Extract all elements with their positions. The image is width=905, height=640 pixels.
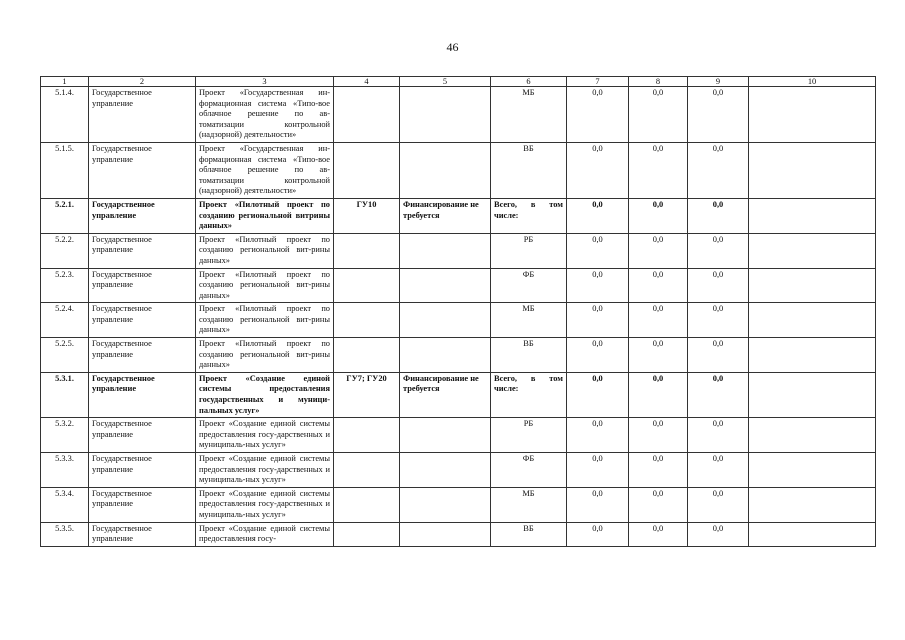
project-name-cell: Проект «Пилотный проект по созданию региональной вит-рины данных» — [196, 303, 334, 338]
funding-source-cell: ВБ — [491, 142, 567, 198]
financing-cell — [400, 268, 491, 303]
value-cell: 0,0 — [688, 487, 749, 522]
financing-cell — [400, 487, 491, 522]
table-row — [41, 338, 876, 373]
value-cell: 0,0 — [567, 338, 629, 373]
value-cell: 0,0 — [688, 268, 749, 303]
funding-source-cell: МБ — [491, 487, 567, 522]
organization-cell: Государственное управление — [89, 338, 196, 373]
column-10-cell — [749, 418, 876, 453]
value-cell: 0,0 — [567, 142, 629, 198]
indicator-code-cell — [334, 233, 400, 268]
value-cell: 0,0 — [567, 87, 629, 143]
value-cell: 0,0 — [688, 198, 749, 233]
project-name-cell: Проект «Государственная ин-формационная система «Типо-вое облачное решение по ав-томатизации контрольной (надзорной) деятельности» — [196, 87, 334, 143]
value-cell: 0,0 — [629, 142, 688, 198]
value-cell: 0,0 — [629, 198, 688, 233]
table-row — [41, 233, 876, 268]
organization-cell: Государственное управление — [89, 522, 196, 546]
value-cell: 0,0 — [629, 418, 688, 453]
table-row — [41, 418, 876, 453]
column-header: 2 — [89, 77, 196, 87]
value-cell: 0,0 — [688, 453, 749, 488]
row-number: 5.2.1. — [41, 198, 89, 233]
financing-cell: Финансирование не требуется — [400, 372, 491, 417]
column-10-cell — [749, 338, 876, 373]
value-cell: 0,0 — [567, 198, 629, 233]
column-10-cell — [749, 142, 876, 198]
value-cell: 0,0 — [567, 487, 629, 522]
row-number: 5.1.4. — [41, 87, 89, 143]
project-name-cell: Проект «Создание единой системы предоставления госу- — [196, 522, 334, 546]
value-cell: 0,0 — [567, 268, 629, 303]
indicator-code-cell — [334, 303, 400, 338]
column-10-cell — [749, 198, 876, 233]
value-cell: 0,0 — [688, 338, 749, 373]
financing-cell — [400, 233, 491, 268]
indicator-code-cell: ГУ7; ГУ20 — [334, 372, 400, 417]
indicator-code-cell — [334, 453, 400, 488]
column-10-cell — [749, 303, 876, 338]
value-cell: 0,0 — [688, 142, 749, 198]
value-cell: 0,0 — [629, 303, 688, 338]
column-header: 6 — [491, 77, 567, 87]
financing-cell — [400, 418, 491, 453]
table-row — [41, 522, 876, 546]
project-name-cell: Проект «Создание единой системы предоставления госу-дарственных и муниципаль-ных услуг» — [196, 418, 334, 453]
row-number: 5.1.5. — [41, 142, 89, 198]
value-cell: 0,0 — [629, 372, 688, 417]
table-row — [41, 87, 876, 143]
value-cell: 0,0 — [688, 522, 749, 546]
indicator-code-cell — [334, 87, 400, 143]
funding-source-cell: Всего, в том числе: — [491, 372, 567, 417]
row-number: 5.3.4. — [41, 487, 89, 522]
table-row — [41, 487, 876, 522]
organization-cell: Государственное управление — [89, 87, 196, 143]
row-number: 5.2.5. — [41, 338, 89, 373]
column-header: 10 — [749, 77, 876, 87]
financing-cell: Финансирование не требуется — [400, 198, 491, 233]
column-header: 9 — [688, 77, 749, 87]
funding-source-cell: РБ — [491, 418, 567, 453]
project-name-cell: Проект «Пилотный проект по созданию региональной вит-рины данных» — [196, 268, 334, 303]
value-cell: 0,0 — [629, 453, 688, 488]
financing-cell — [400, 87, 491, 143]
row-number: 5.3.5. — [41, 522, 89, 546]
table-row — [41, 303, 876, 338]
organization-cell: Государственное управление — [89, 372, 196, 417]
value-cell: 0,0 — [567, 522, 629, 546]
table-row — [41, 453, 876, 488]
value-cell: 0,0 — [567, 372, 629, 417]
value-cell: 0,0 — [629, 522, 688, 546]
project-name-cell: Проект «Создание единой системы предоставления государственных и муници-пальных услуг» — [196, 372, 334, 417]
value-cell: 0,0 — [688, 372, 749, 417]
funding-source-cell: ФБ — [491, 453, 567, 488]
indicator-code-cell — [334, 522, 400, 546]
organization-cell: Государственное управление — [89, 142, 196, 198]
column-header: 7 — [567, 77, 629, 87]
row-number: 5.3.2. — [41, 418, 89, 453]
funding-source-cell: МБ — [491, 303, 567, 338]
column-10-cell — [749, 487, 876, 522]
row-number: 5.2.4. — [41, 303, 89, 338]
funding-source-cell: Всего, в том числе: — [491, 198, 567, 233]
value-cell: 0,0 — [688, 303, 749, 338]
value-cell: 0,0 — [629, 487, 688, 522]
funding-source-cell: ВБ — [491, 522, 567, 546]
indicator-code-cell — [334, 268, 400, 303]
value-cell: 0,0 — [629, 268, 688, 303]
table-row — [41, 372, 876, 417]
indicator-code-cell — [334, 487, 400, 522]
value-cell: 0,0 — [688, 418, 749, 453]
funding-source-cell: РБ — [491, 233, 567, 268]
funding-source-cell: ВБ — [491, 338, 567, 373]
column-header: 3 — [196, 77, 334, 87]
financing-cell — [400, 303, 491, 338]
value-cell: 0,0 — [629, 87, 688, 143]
project-name-cell: Проект «Государственная ин-формационная система «Типо-вое облачное решение по ав-томатизации контрольной (надзорной) деятельности» — [196, 142, 334, 198]
column-header: 5 — [400, 77, 491, 87]
financing-cell — [400, 522, 491, 546]
indicator-code-cell — [334, 142, 400, 198]
table-row — [41, 198, 876, 233]
plan-table — [40, 76, 876, 547]
organization-cell: Государственное управление — [89, 418, 196, 453]
organization-cell: Государственное управление — [89, 303, 196, 338]
column-header: 4 — [334, 77, 400, 87]
column-10-cell — [749, 372, 876, 417]
value-cell: 0,0 — [629, 338, 688, 373]
column-header: 8 — [629, 77, 688, 87]
indicator-code-cell — [334, 418, 400, 453]
column-header: 1 — [41, 77, 89, 87]
value-cell: 0,0 — [567, 418, 629, 453]
row-number: 5.2.2. — [41, 233, 89, 268]
organization-cell: Государственное управление — [89, 268, 196, 303]
indicator-code-cell: ГУ10 — [334, 198, 400, 233]
column-10-cell — [749, 87, 876, 143]
row-number: 5.2.3. — [41, 268, 89, 303]
value-cell: 0,0 — [629, 233, 688, 268]
column-10-cell — [749, 453, 876, 488]
funding-source-cell: МБ — [491, 87, 567, 143]
organization-cell: Государственное управление — [89, 453, 196, 488]
project-name-cell: Проект «Пилотный проект по созданию региональной вит-рины данных» — [196, 338, 334, 373]
indicator-code-cell — [334, 338, 400, 373]
page-number: 46 — [446, 40, 459, 54]
project-name-cell: Проект «Создание единой системы предоставления госу-дарственных и муниципаль-ных услуг» — [196, 453, 334, 488]
value-cell: 0,0 — [567, 453, 629, 488]
project-name-cell: Проект «Пилотный проект по созданию региональной витрины данных» — [196, 198, 334, 233]
value-cell: 0,0 — [567, 303, 629, 338]
row-number: 5.3.3. — [41, 453, 89, 488]
value-cell: 0,0 — [567, 233, 629, 268]
row-number: 5.3.1. — [41, 372, 89, 417]
value-cell: 0,0 — [688, 233, 749, 268]
financing-cell — [400, 338, 491, 373]
organization-cell: Государственное управление — [89, 198, 196, 233]
project-name-cell: Проект «Пилотный проект по созданию региональной вит-рины данных» — [196, 233, 334, 268]
funding-source-cell: ФБ — [491, 268, 567, 303]
organization-cell: Государственное управление — [89, 233, 196, 268]
table-row — [41, 268, 876, 303]
column-10-cell — [749, 522, 876, 546]
table-row — [41, 142, 876, 198]
header-row — [41, 77, 876, 87]
project-name-cell: Проект «Создание единой системы предоставления госу-дарственных и муниципаль-ных услуг» — [196, 487, 334, 522]
financing-cell — [400, 142, 491, 198]
column-10-cell — [749, 268, 876, 303]
organization-cell: Государственное управление — [89, 487, 196, 522]
value-cell: 0,0 — [688, 87, 749, 143]
column-10-cell — [749, 233, 876, 268]
financing-cell — [400, 453, 491, 488]
